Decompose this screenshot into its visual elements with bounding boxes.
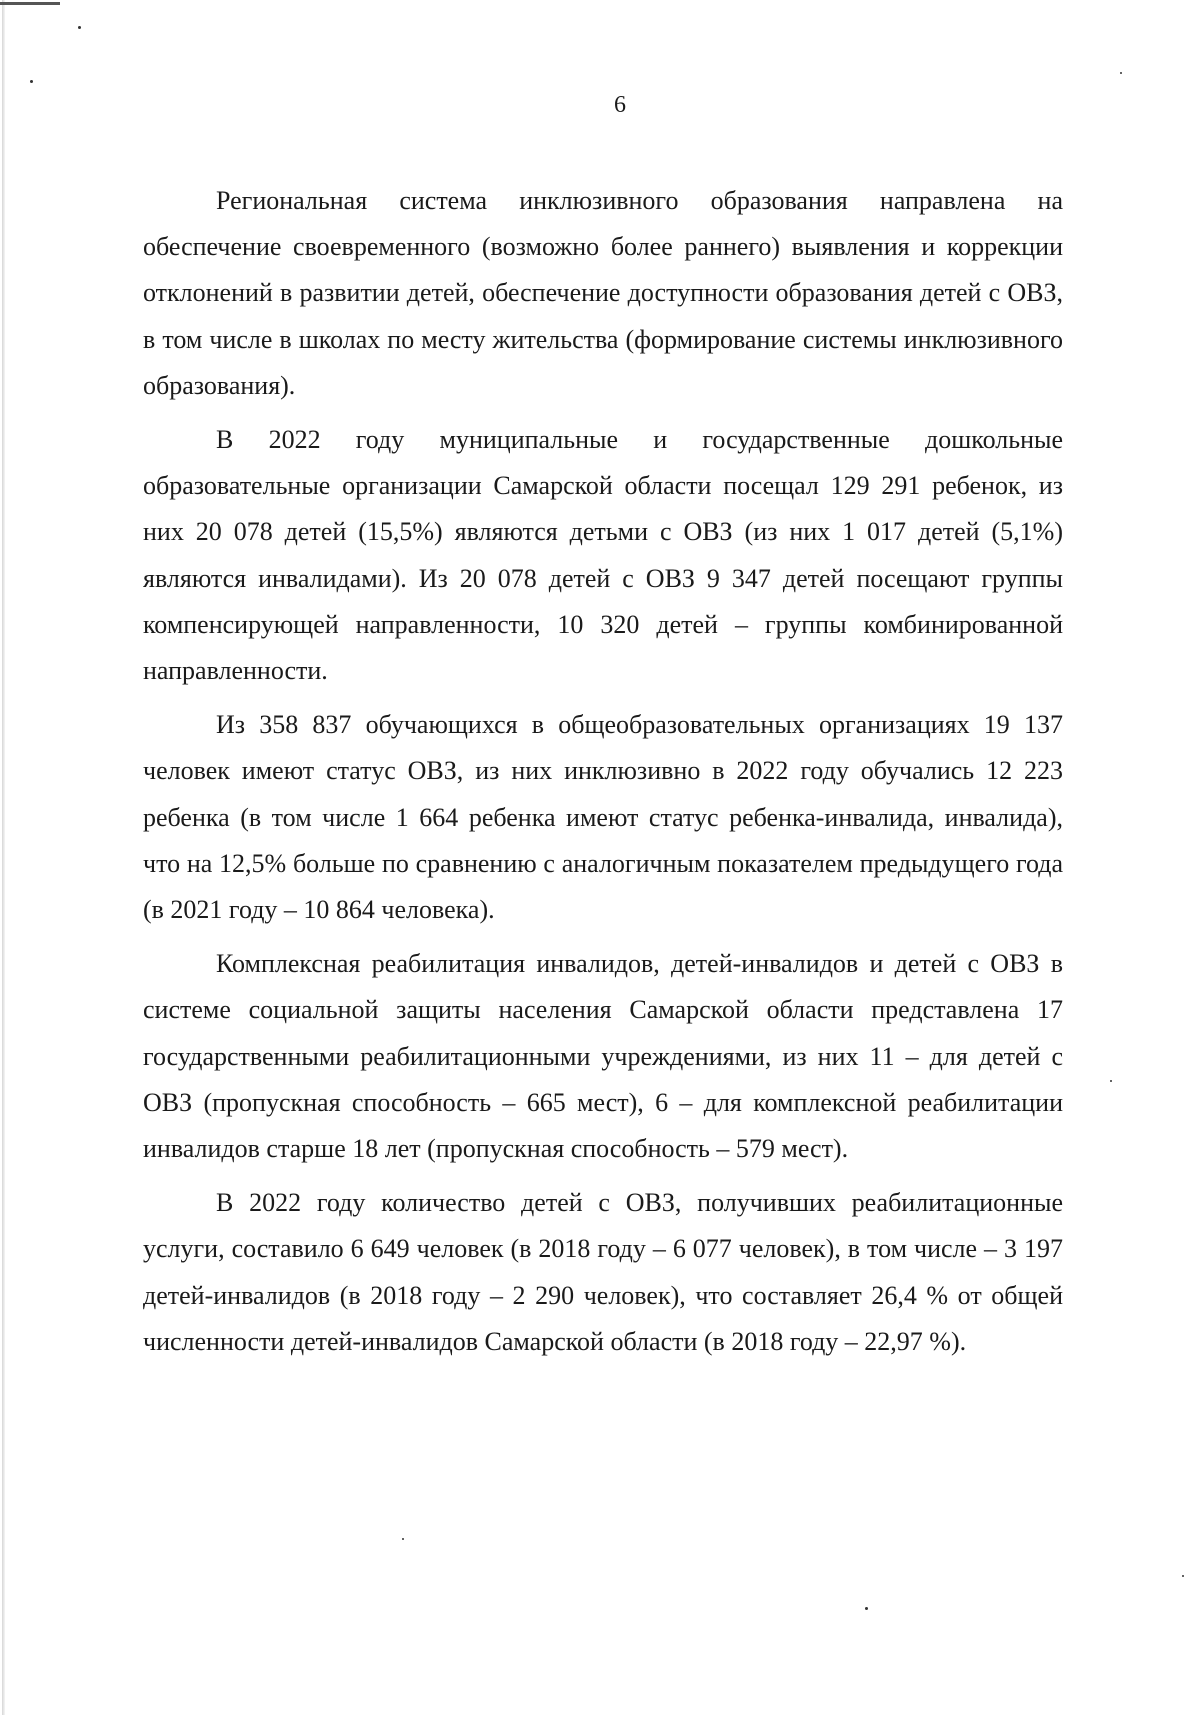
scan-speck	[865, 1607, 868, 1610]
paragraph-school-stats: Из 358 837 обучающихся в общеобразовательных организациях 19 137 человек имеют статус ОВЗ, из них инклюзивно в 2022 году обучались 12 223 ребенка (в том числе 1 664 ребенка имеют статус ребенка-инвалида, инвалида), что на 12,5% больше по сравнению с аналогичным показателем предыдущего года (в 2021 году – 10 864 человека).	[143, 710, 1063, 925]
scan-speck	[30, 80, 33, 83]
paragraph-rehabilitation-institutions: Комплексная реабилитация инвалидов, детей-инвалидов и детей с ОВЗ в системе социальной защиты населения Самарской области представлена 17 государственными реабилитационными учреждениями, из них 11 – для детей с ОВЗ (пропускная способность – 665 мест), 6 – для комплексной реабилитации инвалидов старше 18 лет (пропускная способность – 579 мест).	[143, 949, 1063, 1164]
scan-edge-shadow	[2, 0, 5, 1715]
paragraph-rehabilitation-services: В 2022 году количество детей с ОВЗ, получивших реабилитационные услуги, составило 6 649 человек (в 2018 году – 6 077 человек), в том числе – 3 197 детей-инвалидов (в 2018 году – 2 290 человек), что составляет 26,4 % от общей численности детей-инвалидов Самарской области (в 2018 году – 22,97 %).	[143, 1188, 1063, 1356]
scan-speck	[78, 26, 81, 29]
scan-top-mark	[0, 2, 60, 5]
scan-speck	[1110, 1080, 1112, 1082]
paragraph-inclusive-system: Региональная система инклюзивного образования направлена на обеспечение своевременного (возможно более раннего) выявления и коррекции отклонений в развитии детей, обеспечение доступности образования детей с ОВЗ, в том числе в школах по месту жительства (формирование системы инклюзивного образования).	[143, 186, 1063, 400]
paragraph-preschool-stats: В 2022 году муниципальные и государственные дошкольные образовательные организации Самарской области посещал 129 291 ребенок, из них 20 078 детей (15,5%) являются детьми с ОВЗ (из них 1 017 детей (5,1%) являются инвалидами). Из 20 078 детей с ОВЗ 9 347 детей посещают группы компенсирующей направленности, 10 320 детей – группы комбинированной направленности.	[143, 425, 1063, 686]
scan-speck	[402, 1538, 404, 1540]
document-body	[143, 178, 1063, 1365]
page-number: 6	[614, 92, 626, 118]
scan-speck	[1182, 1575, 1184, 1577]
scan-speck	[1120, 72, 1122, 74]
